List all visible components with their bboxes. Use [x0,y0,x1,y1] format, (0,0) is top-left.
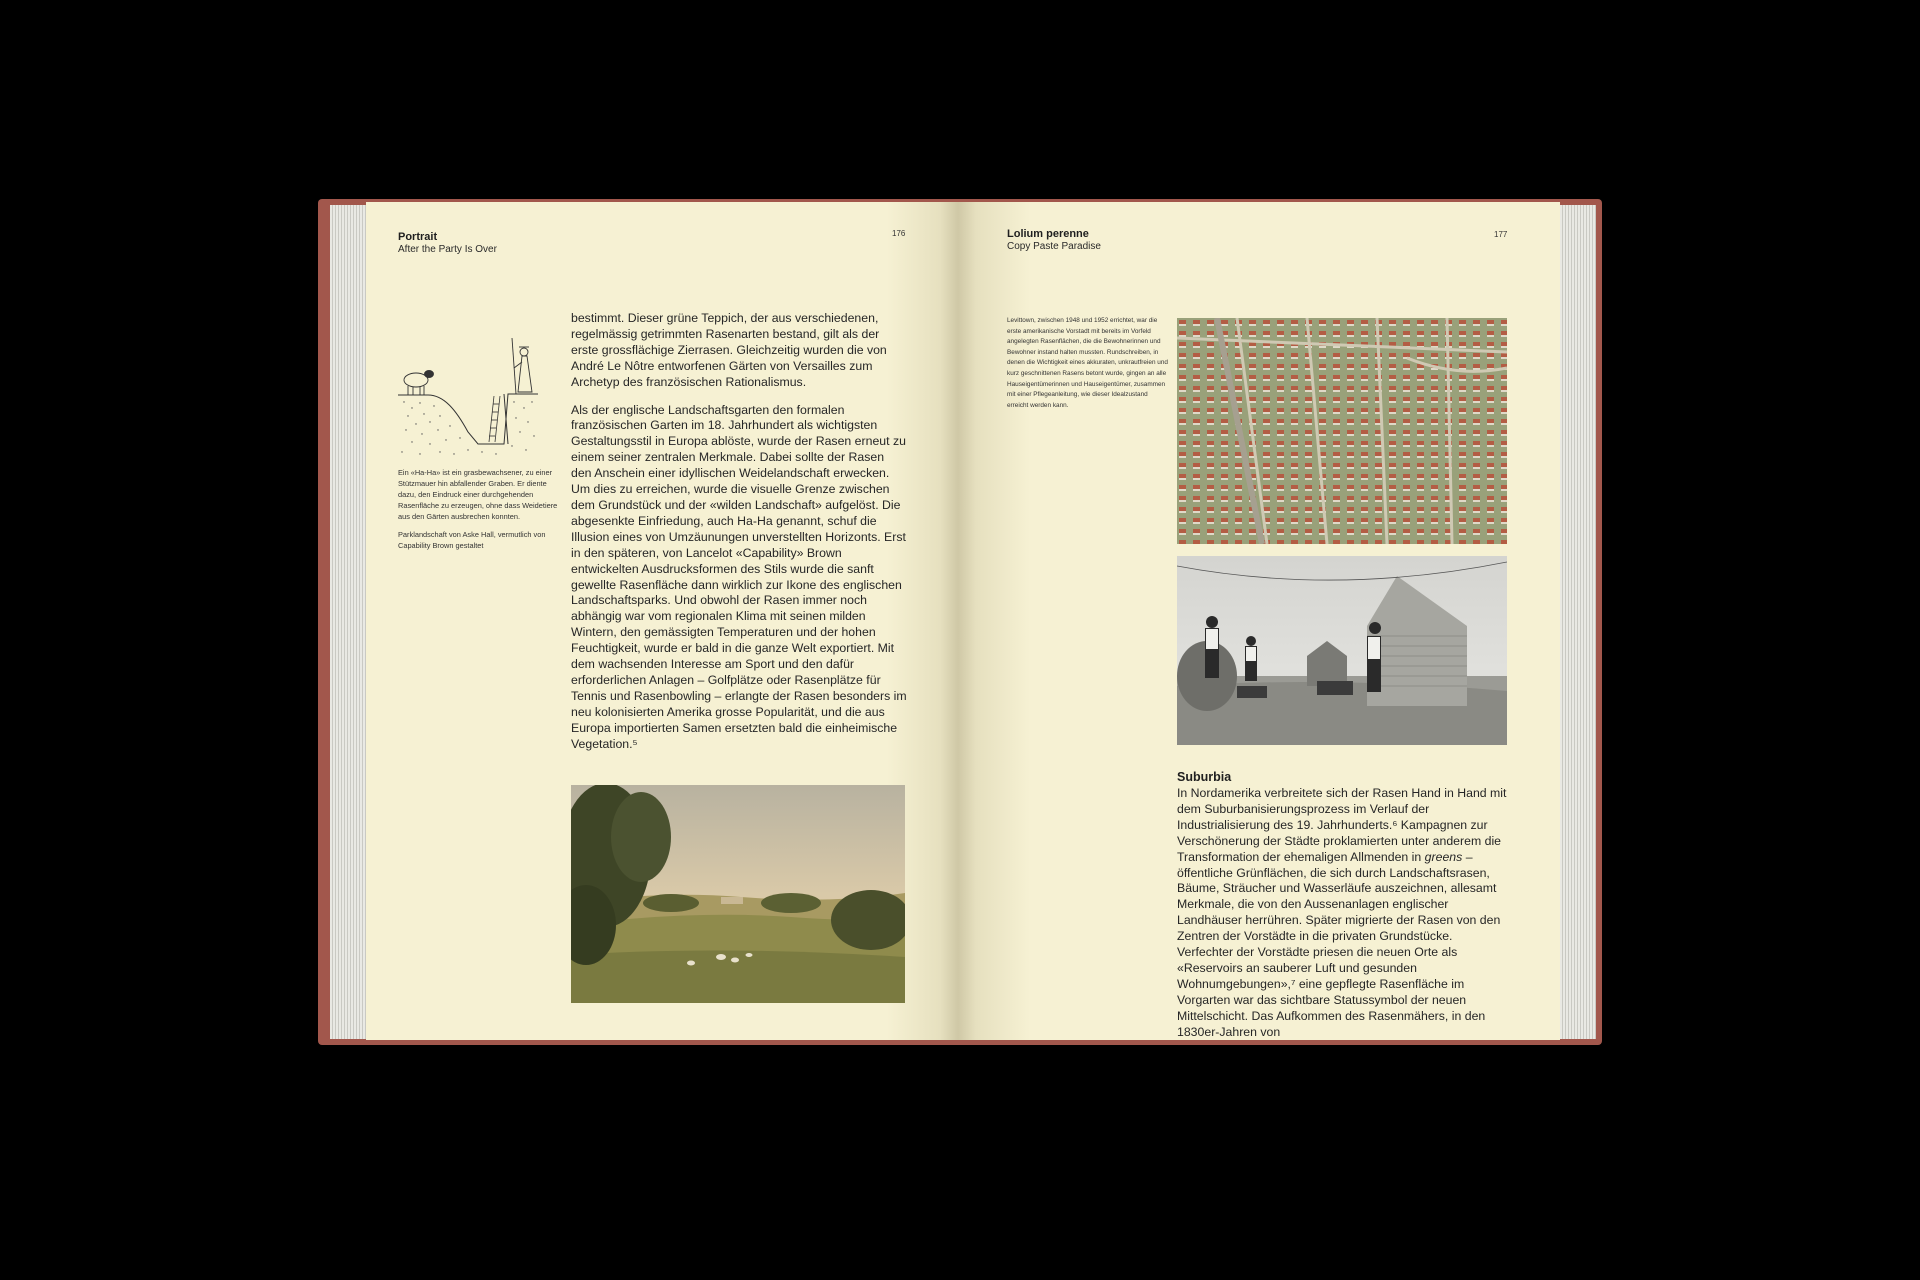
running-subtitle-right: Copy Paste Paradise [1007,241,1101,252]
person-drawing [512,338,532,394]
landscape-painting [571,785,905,1003]
caption-levittown: Levittown, zwischen 1948 und 1952 errichtet, war die erste amerikanische Vorstadt mit bereits im Vorfeld angelegten Rasenflächen, die die Bewohnerinnen und Bewohner instand halten mussten. Rundschreiben, in denen die Wichtigkeit eines akkuraten, unkrautfreien und kurz geschnittenen Rasens betont wurde, gingen an alle Hauseigentümerinnen und Hauseigentümer, zusammen mit einer Pflegeanleitung, wie dieser Idealzustand erreicht werden kann. [1007,317,1168,409]
levittown-aerial-photo [1177,318,1507,544]
paragraph-suburbia-part2: – öffentliche Grünflächen, die sich durch Landschaftsrasen, Bäume, Sträucher und Wasserläufe auszeichnen, allesamt Merkmale, die von den Aussenanlagen englischer Landhäuser herrühren. Später migrierte der Rasen von den Zentren der Vorstädte in die privaten Grundstücke. Verfechter der Vorstädte priesen die neuen Orte als «Reservoirs an sauberer Luft und gesunden Wohnumgebungen»,⁷ eine gepflegte Rasenfläche im Vorgarten war das sichtbare Statussymbol der neuen Mittelschicht. Das Aufkommen des Rasenmähers, in den 1830er-Jahren von [1177,849,1501,1039]
caption-block-left [398,467,558,558]
caption-park: Parklandschaft von Aske Hall, vermutlich von Capability Brown gestaltet [398,530,546,550]
page-number-left: 176 [892,229,906,238]
paragraph-suburbia [1177,786,1509,1041]
paragraph-2: Als der englische Landschaftsgarten den formalen französischen Garten im 18. Jahrhundert als wichtigsten Gestaltungsstil in Europa ablöste, wurde der Rasen erneut zu einem seiner zentralen Merkmale. Dabei sollte der Rasen den Anschein einer idyllischen Weidelandschaft erwecken. Um dies zu erreichen, wurde die visuelle Grenze zwischen dem Grundstück und der «wilden Landschaft» aufgelöst. Die abgesenkte Einfriedung, auch Ha-Ha genannt, schuf die Illusion eines von Umzäunungen unverstellten Horizonts. Erst in den späteren, von Lancelot «Capability» Brown entwickelten Ausdrucksformen des Stils wurde die sanft gewellte Rasenfläche dann wirklich zur Ikone des englischen Landschaftsparks. Und obwohl der Rasen immer noch abhängig war vom regionalen Klima mit seinen milden Wintern, den gemässigten Temperaturen und der hohen Feuchtigkeit, wurde er bald in die ganze Welt exportiert. Mit dem wachsenden Interesse am Sport und den dafür erforderlichen Anlagen – Golfplätze oder Rasenplätze für Tennis und Rasenbowling – erlangte der Rasen besonders im neu kolonisierten Amerika grosse Popularität, und die aus Europa importierten Samen ersetzten bald die einheimische Vegetation.⁵ [571,402,907,751]
section-heading-suburbia: Suburbia [1177,770,1232,784]
body-text-left [571,311,907,764]
page-number-right: 177 [1494,230,1508,239]
page-edge-right [1560,205,1596,1039]
haha-illustration [396,310,541,460]
page-edge-left [330,205,366,1039]
paragraph-suburbia-part1: In Nordamerika verbreitete sich der Rasen Hand in Hand mit dem Suburbanisierungsprozess im Verlauf der Industrialisierung des 19. Jahrhunderts.⁶ Kampagnen zur Verschönerung der Städte proklamierten unter anderem die Transformation der ehemaligen Allmenden in [1177,786,1507,864]
running-subtitle-left: After the Party Is Over [398,244,497,255]
paragraph-suburbia-italic: greens [1424,849,1463,864]
running-title-left: Portrait [398,231,438,243]
ladder-drawing [489,396,500,442]
caption-haha: Ein «Ha-Ha» ist ein grasbewachsener, zu einer Stützmauer hin abfallender Graben. Er diente dazu, den Eindruck einer durchgehenden Rasenfläche zu erzeugen, ohne dass Weidetiere aus den Gärten ausbrechen konnten. [398,468,558,521]
paragraph-1: bestimmt. Dieser grüne Teppich, der aus verschiedenen, regelmässig getrimmten Rasenarten bestand, gilt als der erste grossflächige Zierrasen. Gleichzeitig wurden die von André Le Nôtre entworfenen Gärten von Versailles zum Archetyp des französischen Rationalismus. [571,311,887,389]
body-text-right [1177,786,1509,1053]
sheep-drawing [404,371,434,396]
running-title-right: Lolium perenne [1007,228,1089,240]
lawnmower-photo [1177,556,1507,745]
